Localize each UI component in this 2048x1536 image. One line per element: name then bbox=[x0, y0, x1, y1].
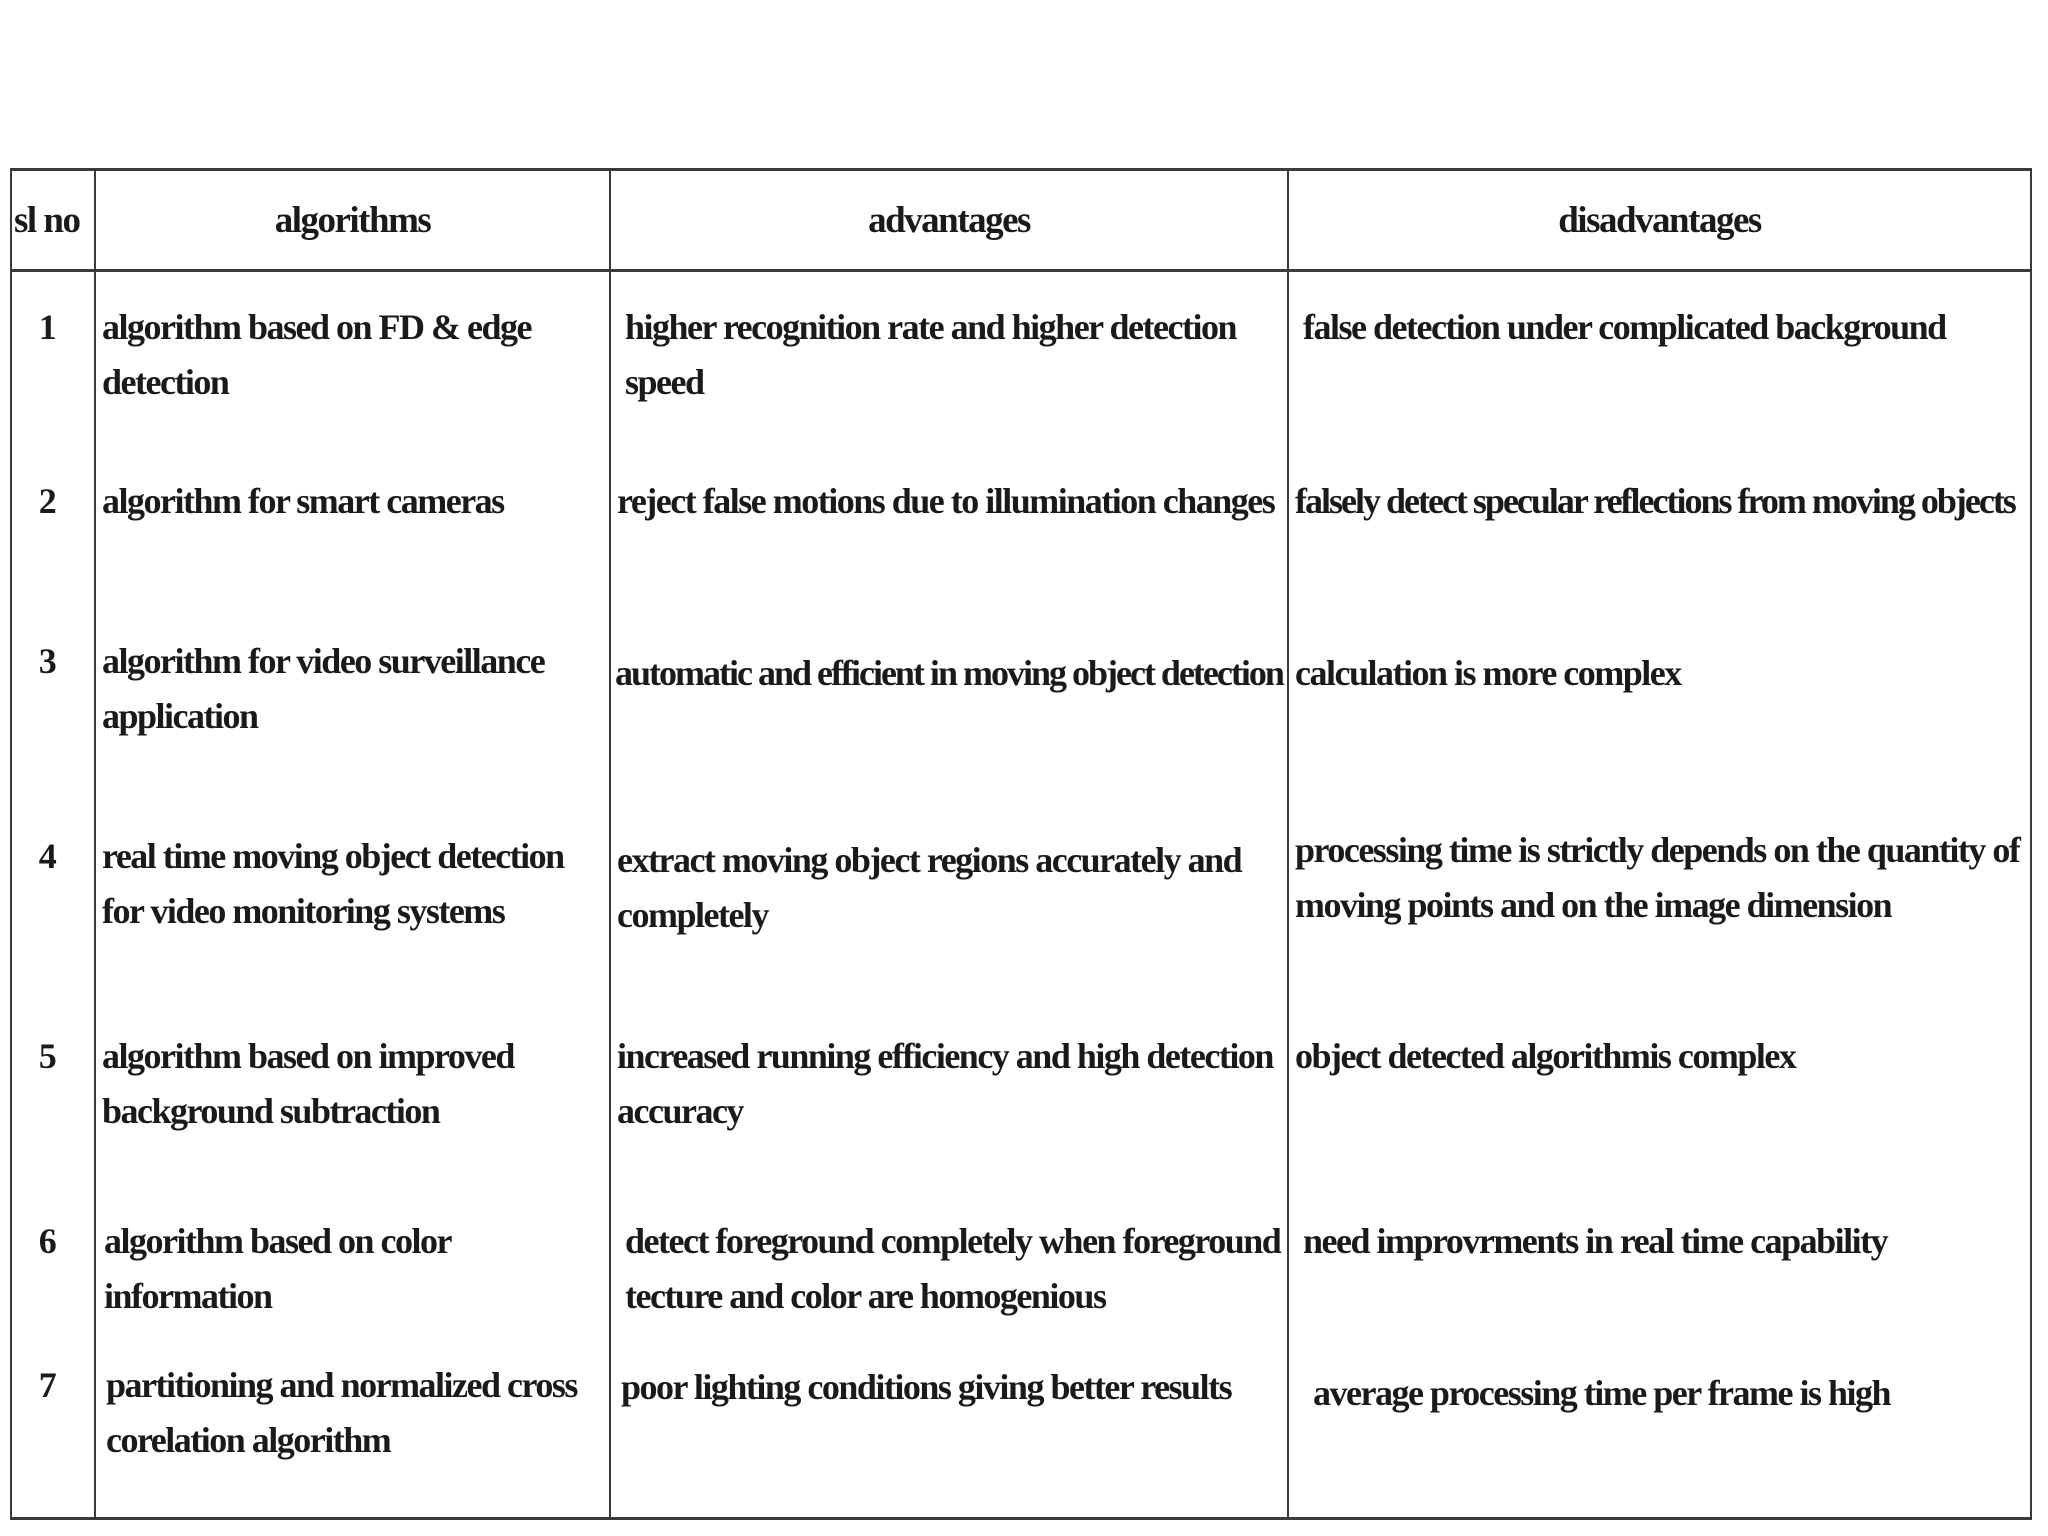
cell-sl bbox=[11, 801, 95, 1001]
sl-number: 2 bbox=[38, 480, 56, 521]
cell-advantage bbox=[610, 1346, 1288, 1519]
cell-algorithm bbox=[95, 446, 610, 606]
disadvantage-text: object detected algorithmis complex bbox=[1295, 1035, 1796, 1076]
table-body bbox=[11, 271, 2031, 1519]
algorithm-text: algorithm based on improved background subtraction bbox=[102, 1035, 514, 1131]
cell-disadvantage bbox=[1288, 1196, 2031, 1346]
algorithm-text: real time moving object detection for video monitoring systems bbox=[102, 835, 564, 931]
sl-number: 6 bbox=[38, 1220, 56, 1261]
cell-disadvantage bbox=[1288, 606, 2031, 801]
cell-sl bbox=[11, 271, 95, 446]
cell-sl bbox=[11, 1196, 95, 1346]
advantage-text: higher recognition rate and higher detection speed bbox=[625, 307, 1236, 402]
cell-advantage bbox=[610, 801, 1288, 1001]
table-row bbox=[11, 1196, 2031, 1346]
header-advantages: advantages bbox=[610, 170, 1288, 271]
cell-sl bbox=[11, 606, 95, 801]
header-row bbox=[11, 170, 2031, 271]
cell-disadvantage bbox=[1288, 271, 2031, 446]
disadvantage-text: average processing time per frame is high bbox=[1313, 1372, 1891, 1413]
advantage-text: extract moving object regions accurately and completely bbox=[617, 839, 1242, 935]
cell-advantage bbox=[610, 606, 1288, 801]
disadvantage-text: processing time is strictly depends on the quantity of moving points and on the image dimension bbox=[1295, 829, 2020, 925]
sl-number: 1 bbox=[38, 307, 56, 347]
algorithm-text: algorithm for smart cameras bbox=[102, 480, 504, 521]
disadvantage-text: falsely detect specular reflections from moving objects bbox=[1295, 480, 2015, 521]
table-row bbox=[11, 446, 2031, 606]
sl-number: 4 bbox=[38, 835, 56, 876]
cell-sl bbox=[11, 1001, 95, 1196]
header-disadvantages: disadvantages bbox=[1288, 170, 2031, 271]
cell-advantage bbox=[610, 271, 1288, 446]
cell-disadvantage bbox=[1288, 446, 2031, 606]
cell-disadvantage bbox=[1288, 1346, 2031, 1519]
advantage-text: reject false motions due to illumination changes bbox=[617, 480, 1275, 521]
cell-sl bbox=[11, 446, 95, 606]
advantage-text: poor lighting conditions giving better results bbox=[621, 1366, 1232, 1407]
cell-advantage bbox=[610, 1196, 1288, 1346]
table-row bbox=[11, 606, 2031, 801]
sl-number: 3 bbox=[38, 640, 56, 681]
cell-advantage bbox=[610, 446, 1288, 606]
cell-disadvantage bbox=[1288, 801, 2031, 1001]
cell-algorithm bbox=[95, 801, 610, 1001]
cell-sl bbox=[11, 1346, 95, 1519]
sl-number: 5 bbox=[38, 1035, 56, 1076]
algorithm-text: algorithm based on FD & edge detection bbox=[102, 307, 531, 402]
cell-algorithm bbox=[95, 1196, 610, 1346]
algorithm-text: algorithm for video surveillance application bbox=[102, 640, 545, 736]
header-algorithms: algorithms bbox=[95, 170, 610, 271]
advantage-text: automatic and efficient in moving object detection bbox=[615, 652, 1283, 693]
table-row bbox=[11, 1001, 2031, 1196]
cell-algorithm bbox=[95, 606, 610, 801]
algorithm-text: partitioning and normalized cross corelation algorithm bbox=[106, 1364, 577, 1460]
table-row bbox=[11, 1346, 2031, 1519]
table-header bbox=[11, 170, 2031, 271]
table-row bbox=[11, 271, 2031, 446]
disadvantage-text: calculation is more complex bbox=[1295, 652, 1681, 693]
cell-algorithm bbox=[95, 1001, 610, 1196]
advantage-text: detect foreground completely when foreground tecture and color are homogenious bbox=[625, 1220, 1281, 1316]
advantage-text: increased running efficiency and high detection accuracy bbox=[617, 1035, 1273, 1131]
cell-advantage bbox=[610, 1001, 1288, 1196]
comparison-table bbox=[10, 168, 2032, 1520]
disadvantage-text: need improvrments in real time capability bbox=[1303, 1220, 1888, 1261]
cell-algorithm bbox=[95, 1346, 610, 1519]
cell-algorithm bbox=[95, 271, 610, 446]
sl-number: 7 bbox=[38, 1364, 56, 1405]
header-sl-no: sl no bbox=[11, 170, 95, 271]
disadvantage-text: false detection under complicated background bbox=[1303, 307, 1946, 347]
algorithm-text: algorithm based on color information bbox=[104, 1220, 451, 1316]
cell-disadvantage bbox=[1288, 1001, 2031, 1196]
table-row bbox=[11, 801, 2031, 1001]
